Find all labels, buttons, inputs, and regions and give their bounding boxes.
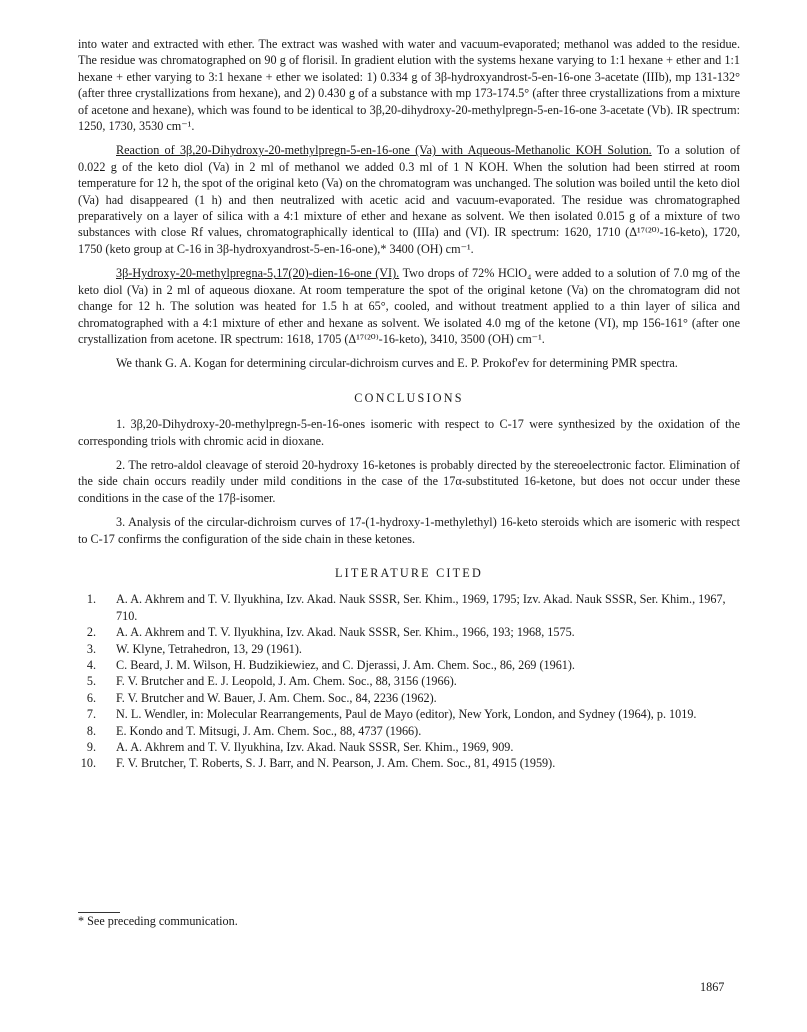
reference-item: 5. F. V. Brutcher and E. J. Leopold, J. Am. Chem. Soc., 88, 3156 (1966). (86, 674, 457, 689)
section-heading-koh: Reaction of 3β,20-Dihydroxy-20-methylpregn-5-en-16-one (Va) with Aqueous-Methanolic KOH Solution. (116, 143, 652, 158)
paragraph-continuation: into water and extracted with ether. The extract was washed with water and vacuum-evaporated; methanol was added to the residue. The residue was chromatographed on 90 g of florisil. In gradient elution with the systems hexane varying to 1:1 hexane + ether and 1:1 hexane + ether varying to 3:1 hexane + ether we isolated: 1) 0.334 g of 3β-hydroxyandrost-5-en-16-one 3-acetate (IIIb), mp 131-132° (after three crystallizations from hexane), and 2) 0.430 g of a substance with mp 173-174.5° (after three crystallizations from a mixture of acetone and hexane), which was found to be identical to 3β,20-dihydroxy-20-methylpregn-5-en-16-one 3-acetate (Vb). IR spectrum: 1250, 1730, 3530 cm⁻¹. (78, 37, 740, 134)
conclusions-heading: CONCLUSIONS (354, 390, 464, 405)
reference-item: 9. A. A. Akhrem and T. V. Ilyukhina, Izv. Akad. Nauk SSSR, Ser. Khim., 1969, 909. (86, 740, 514, 755)
page-number: 1867 (700, 980, 725, 994)
paragraph-koh-body: To a solution of 0.022 g of the keto diol (Va) in 2 ml of methanol we added 0.3 ml of 1 N KOH. When the solution had been stirred at room temperature for 12 h, the spot of the original keto (Va) on the chromatogram was unchanged. The solution was boiled until the keto diol (Va) had disappeared (1 h) and then neutralized with acetic acid and vacuum-evaporated. The residue was chromatographed preparatively on a layer of silica with a 4:1 mixture of ether and hexane as solvent. We then isolated 0.015 g of a mixture of two substances with close Rf values, chromatographically identical to (IIIa) and (VI). IR spectrum: 1620, 1710 (Δ¹⁷⁽²⁰⁾-16-keto), 1720, 1750 (keto group at C-16 in 3β-hydroxyandrost-5-en-16-one),* 3400 (OH) cm⁻¹. (78, 143, 741, 256)
paragraph-dienone (78, 265, 740, 347)
reference-item: 4. C. Beard, J. M. Wilson, H. Budzikiewiez, and C. Djerassi, J. Am. Chem. Soc., 86, 269 (1961). (86, 658, 575, 672)
acknowledgment: We thank G. A. Kogan for determining circular-dichroism curves and E. P. Prokof'ev for determining PMR spectra. (116, 356, 678, 371)
conclusion-2: 2. The retro-aldol cleavage of steroid 20-hydroxy 16-ketones is probably directed by the stereoelectronic factor. Elimination of the side chain occurs readily under mild conditions in the case of the 17α-substituted 16-ketone, but does not occur under these conditions in the case of the 17β-isomer. (78, 457, 740, 505)
reference-item: 7. N. L. Wendler, in: Molecular Rearrangements, Paul de Mayo (editor), New York, London, and Sydney (1964), p. 1019. (86, 707, 697, 722)
reference-item: 3. W. Klyne, Tetrahedron, 13, 29 (1961). (86, 641, 302, 656)
reference-item: 8. E. Kondo and T. Mitsugi, J. Am. Chem. Soc., 88, 4737 (1966). (86, 723, 422, 738)
literature-heading: LITERATURE CITED (335, 565, 483, 580)
reference-item: 6. F. V. Brutcher and W. Bauer, J. Am. Chem. Soc., 84, 2236 (1962). (86, 690, 437, 705)
section-heading-dienone: 3β-Hydroxy-20-methylpregna-5,17(20)-dien-16-one (VI). (116, 266, 400, 281)
reference-item: 2. A. A. Akhrem and T. V. Ilyukhina, Izv. Akad. Nauk SSSR, Ser. Khim., 1966, 193; 1968, 1575. (86, 625, 575, 640)
footnote: * See preceding communication. (78, 914, 238, 928)
conclusion-3: 3. Analysis of the circular-dichroism curves of 17-(1-hydroxy-1-methylethyl) 16-keto steroids which are isomeric with respect to C-17 confirms the configuration of the side chain in these ketones. (78, 515, 740, 546)
paragraph-koh-reaction (78, 142, 740, 257)
reference-list (78, 591, 740, 771)
reference-item: 10. F. V. Brutcher, T. Roberts, S. J. Barr, and N. Pearson, J. Am. Chem. Soc., 81, 4915 (1959). (80, 756, 556, 771)
footnote-divider (78, 912, 120, 913)
reference-item: 1. A. A. Akhrem and T. V. Ilyukhina, Izv. Akad. Nauk SSSR, Ser. Khim., 1969, 1795; Izv. Akad. Nauk SSSR, Ser. Khim., 1967, 710. (86, 592, 726, 623)
conclusion-1: 1. 3β,20-Dihydroxy-20-methylpregn-5-en-16-ones isomeric with respect to C-17 were synthesized by the oxidation of the corresponding triols with chromic acid in dioxane. (78, 417, 740, 448)
page-body (78, 36, 740, 772)
paragraph-dienone-body: Two drops of 72% HClO₄ were added to a solution of 7.0 mg of the keto diol (Va) in 2 ml of aqueous dioxane. At room temperature the spot of the original ketone (Va) on the chromatogram did not change for 12 h. The solution was heated for 1.5 h at 65°, cooled, and without treatment applied to a thin layer of silica and chromatographed with a 4:1 mixture of ether and hexane as solvent. We isolated 4.0 mg of the ketone (VI), mp 156-161° (after one crystallization from acetone. IR spectrum: 1618, 1705 (Δ¹⁷⁽²⁰⁾-16-keto), 3410, 3500 (OH) cm⁻¹. (78, 266, 740, 346)
